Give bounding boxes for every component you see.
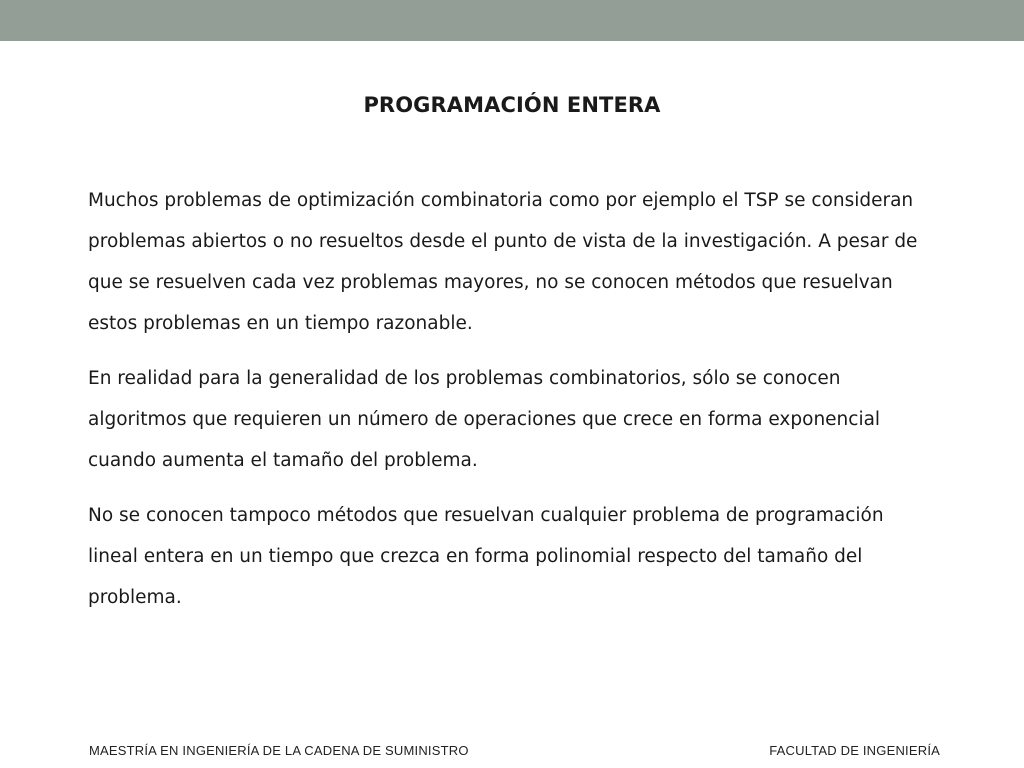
footer-left: MAESTRÍA EN INGENIERÍA DE LA CADENA DE SUMINISTRO bbox=[89, 743, 469, 758]
slide-body bbox=[88, 180, 938, 632]
slide-title: PROGRAMACIÓN ENTERA bbox=[363, 93, 661, 117]
paragraph-1: Muchos problemas de optimización combinatoria como por ejemplo el TSP se consideran problemas abiertos o no resueltos desde el punto de vista de la investigación. A pesar de que se resuelven cada vez problemas mayores, no se conocen métodos que resuelvan estos problemas en un tiempo razonable. bbox=[88, 190, 918, 334]
paragraph-2: En realidad para la generalidad de los problemas combinatorios, sólo se conocen algoritmos que requieren un número de operaciones que crece en forma exponencial cuando aumenta el tamaño del problema. bbox=[88, 368, 881, 471]
paragraph-3: No se conocen tampoco métodos que resuelvan cualquier problema de programación lineal entera en un tiempo que crezca en forma polinomial respecto del tamaño del problema. bbox=[88, 505, 884, 608]
footer-right: FACULTAD DE INGENIERÍA bbox=[769, 743, 940, 758]
top-bar bbox=[0, 0, 1024, 41]
